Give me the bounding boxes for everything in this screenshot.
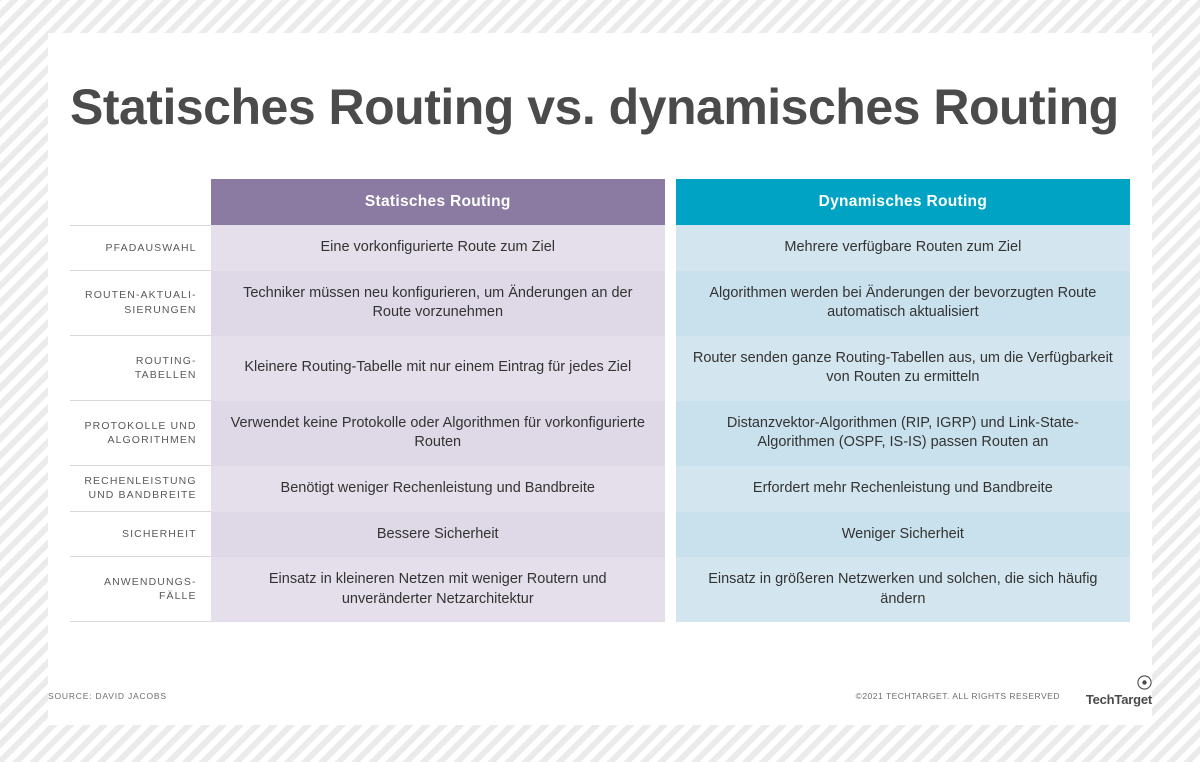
table-row (70, 557, 1130, 622)
cell-static: Bessere Sicherheit (211, 512, 665, 558)
source-credit: SOURCE: DAVID JACOBS (48, 691, 167, 701)
header-dynamic-routing: Dynamisches Routing (676, 179, 1130, 225)
row-label: ROUTING- TABELLEN (70, 336, 211, 401)
row-label: ROUTEN-AKTUALI- SIERUNGEN (70, 271, 211, 336)
copyright-notice: ©2021 TECHTARGET. ALL RIGHTS RESERVED (855, 691, 1060, 701)
table-row (70, 512, 1130, 558)
row-label: SICHERHEIT (70, 512, 211, 558)
table-row (70, 225, 1130, 271)
content-card (48, 33, 1152, 725)
column-spacer (665, 512, 676, 558)
brand-name: TechTarget (1085, 692, 1152, 707)
row-label: ANWENDUNGS- FÄLLE (70, 557, 211, 622)
cell-dynamic: Weniger Sicherheit (676, 512, 1130, 558)
techtarget-mark-icon (1137, 675, 1152, 690)
cell-dynamic: Distanzvektor-Algorithmen (RIP, IGRP) und Link-State-Algorithmen (OSPF, IS-IS) passen Routen an (676, 401, 1130, 466)
table-header-row (70, 179, 1130, 225)
cell-dynamic: Erfordert mehr Rechenleistung und Bandbreite (676, 466, 1130, 512)
header-blank (70, 179, 211, 225)
table-row (70, 271, 1130, 336)
table-row (70, 336, 1130, 401)
table-row (70, 401, 1130, 466)
column-spacer (665, 401, 676, 466)
cell-static: Benötigt weniger Rechenleistung und Bandbreite (211, 466, 665, 512)
column-spacer (665, 336, 676, 401)
row-label: PFADAUSWAHL (70, 225, 211, 271)
cell-dynamic: Algorithmen werden bei Änderungen der bevorzugten Route automatisch aktualisiert (676, 271, 1130, 336)
cell-static: Eine vorkonfigurierte Route zum Ziel (211, 225, 665, 271)
comparison-table (70, 179, 1130, 622)
column-spacer (665, 466, 676, 512)
table-body (70, 225, 1130, 622)
column-spacer (665, 225, 676, 271)
page-title: Statisches Routing vs. dynamisches Routing (70, 79, 1119, 135)
cell-dynamic: Einsatz in größeren Netzwerken und solchen, die sich häufig ändern (676, 557, 1130, 622)
cell-static: Verwendet keine Protokolle oder Algorithmen für vorkonfigurierte Routen (211, 401, 665, 466)
cell-dynamic: Mehrere verfügbare Routen zum Ziel (676, 225, 1130, 271)
table-row (70, 466, 1130, 512)
column-spacer (665, 271, 676, 336)
cell-static: Kleinere Routing-Tabelle mit nur einem Eintrag für jedes Ziel (211, 336, 665, 401)
header-static-routing: Statisches Routing (211, 179, 665, 225)
brand-logo (1072, 675, 1152, 709)
cell-static: Techniker müssen neu konfigurieren, um Änderungen an der Route vorzunehmen (211, 271, 665, 336)
row-label: PROTOKOLLE UND ALGORITHMEN (70, 401, 211, 466)
row-label: RECHENLEISTUNG UND BANDBREITE (70, 466, 211, 512)
column-spacer (665, 179, 676, 225)
cell-static: Einsatz in kleineren Netzen mit weniger Routern und unveränderter Netzarchitektur (211, 557, 665, 622)
cell-dynamic: Router senden ganze Routing-Tabellen aus, um die Verfügbarkeit von Routen zu ermitteln (676, 336, 1130, 401)
column-spacer (665, 557, 676, 622)
comparison-table-wrapper (70, 179, 1130, 622)
